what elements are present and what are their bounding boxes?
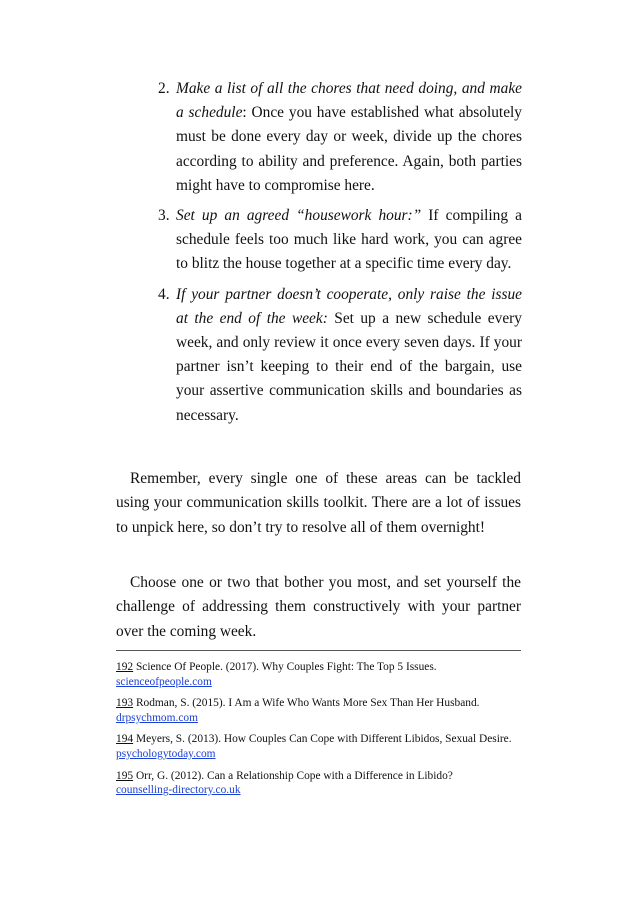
footnote-source-link[interactable]: counselling-directory.co.uk [116, 784, 241, 797]
footnote [116, 732, 521, 761]
list-item [158, 204, 522, 277]
list-item-text: Set up a new schedule every week, and only review it once every seven days. If your partner isn’t keeping to their end of the bargain, use your assertive communication skills and boundaries as necessary. [176, 309, 522, 424]
footnote-text: Science Of People. (2017). Why Couples Fight: The Top 5 Issues. [133, 661, 437, 673]
list-item-text: : Once you have established what absolutely must be done every day or week, divide up the chores according to ability and preference. Again, both parties might have to compromise here. [176, 104, 522, 194]
list-item-text: If compiling a schedule feels too much like hard work, you can agree to blitz the house together at a specific time every day. [176, 207, 522, 273]
footnotes [116, 660, 521, 805]
list-item-lead: If your partner doesn’t cooperate, only raise the issue at the end of the week: [176, 285, 522, 327]
list-item-lead: Set up an agreed “housework hour:” [176, 207, 422, 225]
footnote [116, 696, 521, 725]
list-item-lead: Make a list of all the chores that need doing, and make a schedule [176, 80, 522, 122]
list-item-number: 3. [158, 207, 170, 225]
footnote-number-link[interactable]: 192 [116, 661, 134, 673]
footnote-source-link[interactable]: scienceofpeople.com [116, 675, 212, 688]
footnote [116, 660, 521, 689]
footnote-number-link[interactable]: 193 [116, 697, 134, 710]
footnote-text: Orr, G. (2012). Can a Relationship Cope with a Difference in Libido? [133, 769, 453, 782]
footnote [116, 769, 521, 798]
footnote-text: Rodman, S. (2015). I Am a Wife Who Wants More Sex Than Her Husband. [133, 697, 480, 710]
footnote-source-link[interactable]: drpsychmom.com [116, 711, 198, 724]
list-item-number: 2. [158, 80, 170, 97]
list-item [158, 77, 522, 198]
body-paragraph: Choose one or two that bother you most, and set yourself the challenge of addressing them constructively with your partner over the coming week. [116, 574, 521, 640]
footnote-number-link[interactable]: 195 [116, 769, 134, 782]
footnote-source-link[interactable]: psychologytoday.com [116, 747, 216, 760]
list-item-number: 4. [158, 285, 170, 303]
footnote-text: Meyers, S. (2013). How Couples Can Cope with Different Libidos, Sexual Desire. [133, 733, 512, 746]
footnote-divider [116, 650, 521, 651]
body-paragraph: Remember, every single one of these areas can be tackled using your communication skills toolkit. There are a lot of issues to unpick here, so don’t try to resolve all of them overnight! [116, 470, 521, 536]
footnote-number-link[interactable]: 194 [116, 733, 134, 746]
numbered-list [158, 77, 522, 434]
list-item [158, 283, 522, 428]
